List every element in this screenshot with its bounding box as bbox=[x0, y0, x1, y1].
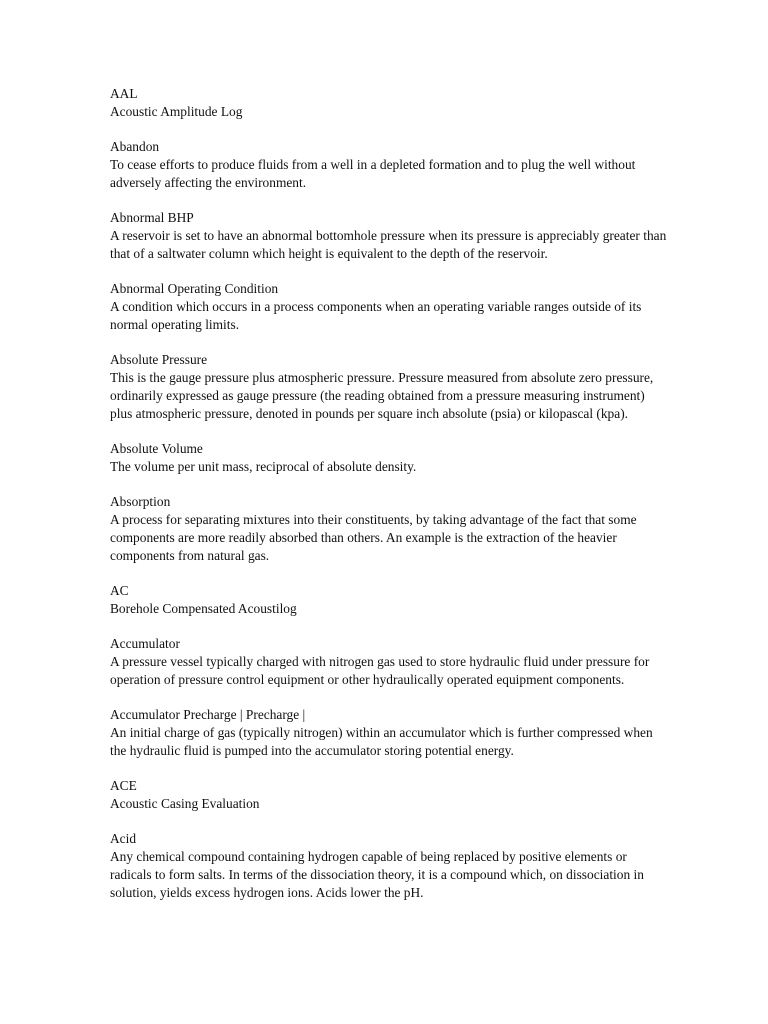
glossary-page bbox=[110, 85, 670, 919]
glossary-definition: An initial charge of gas (typically nitrogen) within an accumulator which is further compressed when the hydraulic fluid is pumped into the accumulator storing potential energy. bbox=[110, 724, 653, 758]
glossary-entry bbox=[110, 138, 670, 191]
glossary-entry bbox=[110, 85, 670, 121]
glossary-entry bbox=[110, 830, 670, 901]
glossary-term: ACE bbox=[110, 778, 137, 794]
glossary-entry bbox=[110, 209, 670, 262]
glossary-term: Absorption bbox=[110, 494, 171, 510]
glossary-definition: Borehole Compensated Acoustilog bbox=[110, 600, 297, 616]
glossary-entry bbox=[110, 440, 670, 476]
glossary-definition: A reservoir is set to have an abnormal bottomhole pressure when its pressure is appreciably greater than that of a saltwater column which height is equivalent to the depth of the reservoir. bbox=[110, 227, 667, 261]
glossary-definition: To cease efforts to produce fluids from a well in a depleted formation and to plug the well without adversely affecting the environment. bbox=[110, 156, 636, 190]
glossary-term: AAL bbox=[110, 86, 138, 101]
glossary-definition: Any chemical compound containing hydrogen capable of being replaced by positive elements or radicals to form salts. In terms of the dissociation theory, it is a compound which, on dissociation in solution, yields excess hydrogen ions. Acids lower the pH. bbox=[110, 849, 644, 900]
glossary-definition: A pressure vessel typically charged with nitrogen gas used to store hydraulic fluid under pressure for operation of pressure control equipment or other hydraulically operated equipment components. bbox=[110, 653, 650, 687]
glossary-entry bbox=[110, 280, 670, 333]
glossary-entry bbox=[110, 635, 670, 688]
glossary-entry bbox=[110, 351, 670, 422]
glossary-entry bbox=[110, 582, 670, 618]
glossary-definition: Acoustic Casing Evaluation bbox=[110, 795, 260, 811]
glossary-definition: A condition which occurs in a process components when an operating variable ranges outside of its normal operating limits. bbox=[110, 298, 642, 332]
glossary-term: AC bbox=[110, 582, 129, 598]
glossary-entry bbox=[110, 777, 670, 813]
glossary-term: Abandon bbox=[110, 139, 160, 155]
glossary-term: Abnormal Operating Condition bbox=[110, 281, 279, 297]
glossary-term: Acid bbox=[110, 831, 137, 847]
glossary-term: Accumulator bbox=[110, 636, 180, 652]
glossary-definition: The volume per unit mass, reciprocal of absolute density. bbox=[110, 458, 417, 474]
glossary-term: Abnormal BHP bbox=[110, 210, 194, 226]
glossary-entry bbox=[110, 493, 670, 564]
glossary-definition: Acoustic Amplitude Log bbox=[110, 103, 243, 119]
glossary-definition: A process for separating mixtures into their constituents, by taking advantage of the fact that some components are more readily absorbed than others. An example is the extraction of the heavier components from natural gas. bbox=[110, 511, 637, 563]
glossary-term: Absolute Pressure bbox=[110, 352, 208, 368]
glossary-term: Absolute Volume bbox=[110, 440, 203, 456]
glossary-entry bbox=[110, 706, 670, 759]
glossary-definition: This is the gauge pressure plus atmospheric pressure. Pressure measured from absolute zero pressure, ordinarily expressed as gauge pressure (the reading obtained from a pressure measuring instrument) plus atmospheric pressure, denoted in pounds per square inch absolute (psia) or kilopascal (kpa). bbox=[110, 369, 654, 421]
glossary-term: Accumulator Precharge | Precharge | bbox=[110, 707, 306, 723]
